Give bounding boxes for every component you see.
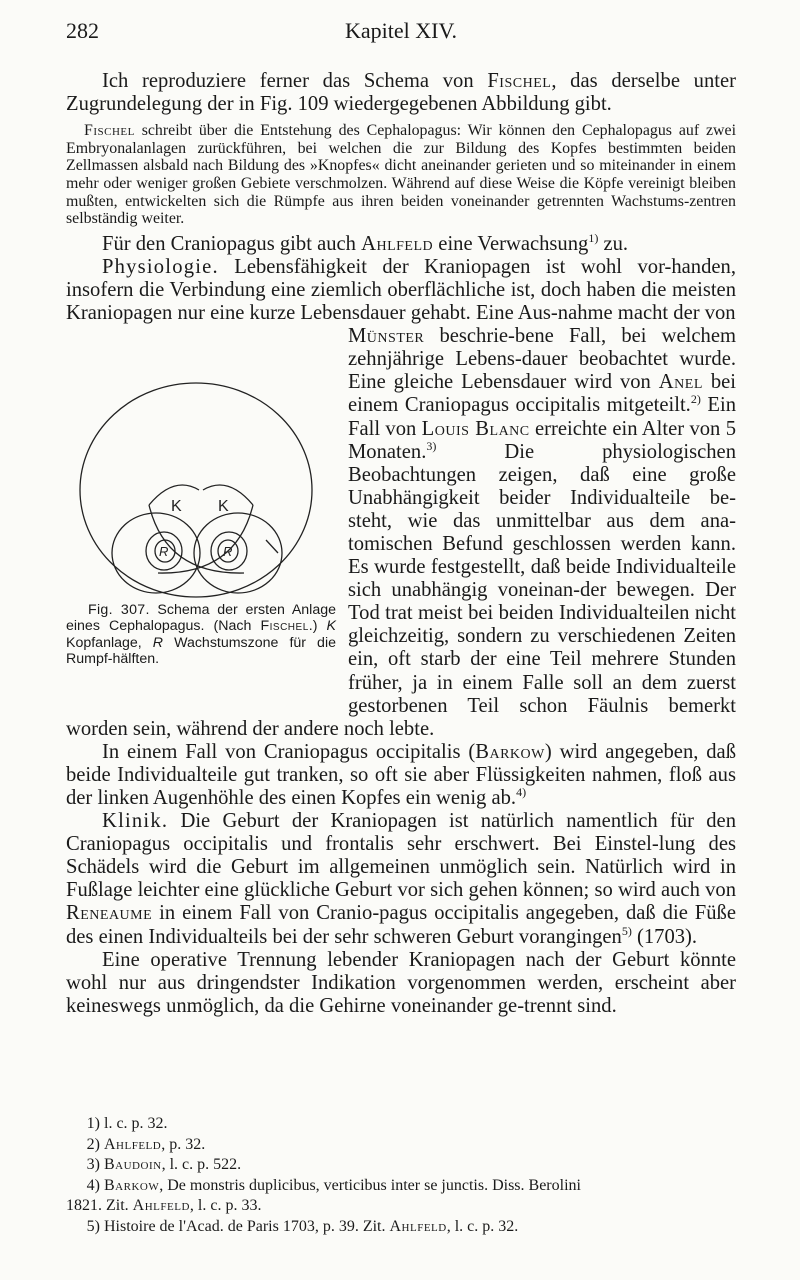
author-name: Louis Blanc bbox=[421, 417, 530, 440]
author-name: Reneaume bbox=[66, 902, 153, 925]
footnote-4: 4) Barkow, De monstris duplicibus, verticibus inter se junctis. Diss. Berolini bbox=[86, 1176, 581, 1194]
page-number: 282 bbox=[66, 18, 99, 43]
label-r-left: R bbox=[159, 544, 169, 560]
paragraph-intro: Ich reproduziere ferner das Schema von Fischel, das derselbe unter Zugrundelegung der in Fig. 109 wiedergegebenen Abbildung gibt. bbox=[66, 70, 736, 116]
paragraph-klinik: Klinik. Die Geburt der Kraniopagen ist natürlich namentlich für den Craniopagus occipitalis und frontalis sehr erschwert. Bei Einstel-lung des Schädels wird die Geburt im allgemeinen unmöglich sein. Natürlich wird in Fußlage leichter eine glückliche Geburt vor sich gehen können; so wird auch von Reneaume in einem Fall von Cranio-pagus occipitalis angegeben, daß die Füße des einen Individualteils bei der sehr schweren Geburt vorangingen$^{5)}$ (1703). bbox=[66, 810, 736, 948]
main-text bbox=[66, 70, 736, 1018]
figure-307 bbox=[66, 325, 336, 705]
footnote-3: 3) Baudoin, l. c. p. 522. bbox=[86, 1156, 242, 1173]
paragraph-barkow: In einem Fall von Craniopagus occipitalis (Barkow) wird angegeben, daß beide Individualteile gut tranken, so oft sie aber Flüssigkeiten nahmen, floß aus der linken Augenhöhle des einen Kopfes ein wenig ab.$^{4)}$ bbox=[66, 740, 736, 809]
quoted-passage: Fischel schreibt über die Entstehung des Cephalopagus: Wir können den Cephalopagus auf zwei Embryonalanlagen zurückführen, bei welchen die zur Bildung des Kopfes bestimmten beiden Zellmassen alsbald nach Bildung des »Knopfes« dicht aneinander gerieten und so miteinander in einem mehr oder weniger großen Gebiete verschmolzen. Während auf diese Weise die Köpfe vereinigt bleiben mußten, entwickelten sich die Rümpfe aus ihren beiden voneinander getrennten Wachstums-zentren selbständig weiter. bbox=[66, 122, 736, 228]
author-name: Münster bbox=[348, 325, 425, 348]
running-header bbox=[66, 18, 736, 48]
right-edge-mark bbox=[266, 540, 278, 553]
label-r-right: R bbox=[223, 544, 233, 560]
author-name: Anel bbox=[658, 371, 703, 394]
section-heading: Klinik. bbox=[102, 810, 169, 833]
author-name: Fischel bbox=[84, 122, 135, 140]
footnote-1: 1) l. c. p. 32. bbox=[86, 1115, 168, 1132]
paragraph-trennung: Eine operative Trennung lebender Kraniopagen nach der Geburt könnte wohl nur aus dringendster Indikation vorgenommen werden, erscheint aber keineswegs unmöglich, da die Gehirne voneinander ge-trennt sind. bbox=[66, 948, 736, 1017]
paragraph-verwachsung: Für den Craniopagus gibt auch Ahlfeld eine Verwachsung$^{1)}$ zu. bbox=[102, 230, 629, 255]
footnote-ref: 1) bbox=[588, 230, 599, 245]
footnote-ref: 4) bbox=[516, 785, 527, 800]
label-k-right: K bbox=[218, 498, 229, 516]
footnote-5: 5) Histoire de l'Acad. de Paris 1703, p. 39. Zit. Ahlfeld, l. c. p. 32. bbox=[86, 1217, 519, 1235]
section-heading: Physiologie. bbox=[102, 255, 219, 278]
footnote-ref: 2) bbox=[690, 392, 701, 407]
chapter-title: Kapitel XIV. bbox=[344, 18, 458, 43]
author-name: Fischel bbox=[487, 70, 552, 92]
footnote-ref: 5) bbox=[621, 923, 632, 938]
author-name: Barkow bbox=[475, 740, 545, 763]
paragraph-physiologie-cont: Münster beschrie-bene Fall, bei welchem zehnjährige Lebens-dauer beobachtet wurde. Eine gleiche Lebensdauer wird von Anel bei einem Craniopagus occipitalis mitgeteilt.$^{2)}$ Ein Fall von Louis Blanc erreichte ein Alter von 5 Monaten.$^{3)}$ Die physiologischen Beobachtungen zeigen, daß eine große Unabhängigkeit beider Individualteile be-steht, wie das unmittelbar aus dem ana-tomischen Befund geschlossen werden kann. Es wurde festgestellt, daß beide Individualteile sich unabhängig voneinan-der bewegen. Der Tod trat meist bei beiden Individualteilen nicht gleichzeitig, sondern zu verschiedenen Zeiten ein, oft starb der eine Teil mehrere Stunden früher, ja in einem Falle soll an dem zuerst gestorbenen Teil schon Fäulnis bemerkt worden sein, während der andere noch lebte. bbox=[66, 325, 736, 740]
author-name: Fischel bbox=[260, 618, 309, 635]
footnotes bbox=[66, 1114, 736, 1237]
author-name: Ahlfeld bbox=[361, 232, 434, 255]
label-k-left: K bbox=[171, 498, 182, 516]
figure-caption: Fig. 307. Schema der ersten Anlage eines Cephalopagus. (Nach Fischel.) K Kopfanlage, R Wachstumszone für die Rumpf-hälften. bbox=[66, 602, 336, 668]
paragraph-physiologie: Physiologie. Lebensfähigkeit der Kraniopagen ist wohl vor-handen, insofern die Verbindung eine ziemlich oberflächliche ist, doch haben die meisten Kraniopagen nur eine kurze Lebensdauer gehabt. Eine Aus-nahme macht der von bbox=[66, 255, 736, 325]
footnote-ref: 3) bbox=[426, 438, 437, 453]
footnote-4-continued: 1821. Zit. Ahlfeld, l. c. p. 33. bbox=[66, 1197, 262, 1214]
cephalopagus-schema-diagram bbox=[66, 325, 336, 600]
footnote-2: 2) Ahlfeld, p. 32. bbox=[86, 1135, 206, 1153]
